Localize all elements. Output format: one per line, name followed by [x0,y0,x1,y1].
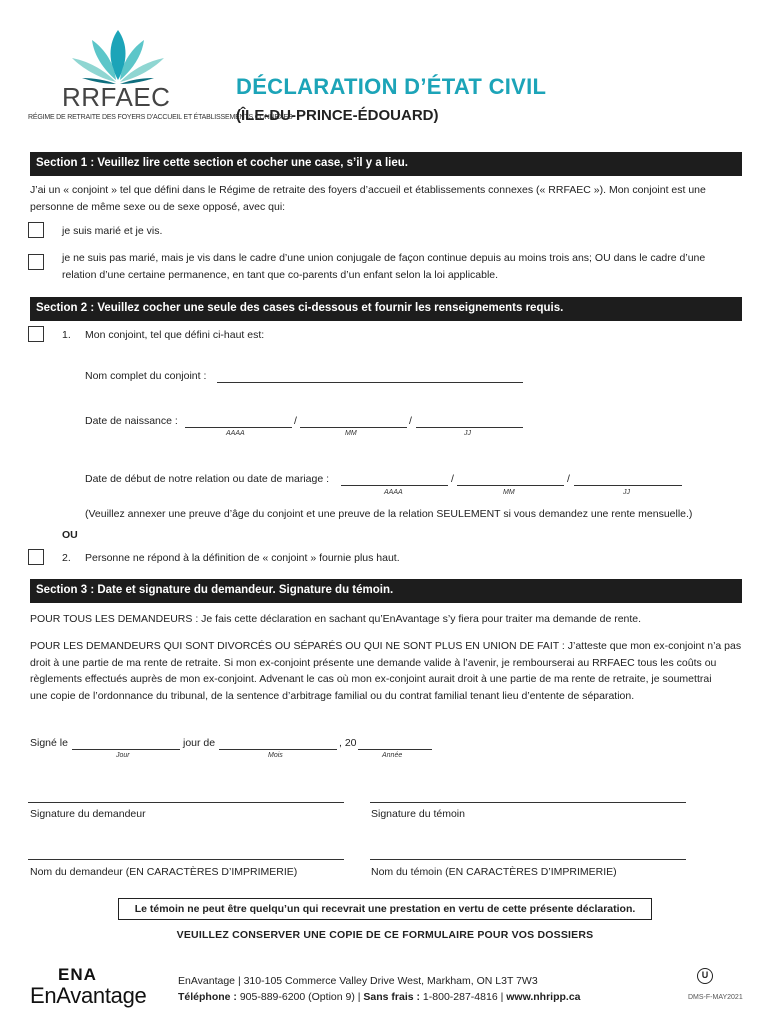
divorced-line-3: règlements effectués auprès de mon ex-conjoint. Advenant le cas où mon ex-conjoint aurait droit à une partie de ma rente de retraite, je soumettrai [30,673,712,685]
tollfree-label: Sans frais : [363,991,421,1003]
tollfree-number: 1-800-287-4816 | [420,991,507,1003]
item2-text: Personne ne répond à la définition de « conjoint » fournie plus haut. [85,552,400,564]
applicant-name-field[interactable] [28,859,344,860]
signed-day-field[interactable] [72,749,180,750]
section2-heading: Section 2 : Veuillez cocher une seule des cases ci-dessous et fournir les renseignements requis. [30,297,742,321]
phone-number: 905-889-6200 (Option 9) | [236,991,364,1003]
divorced-paragraph [30,638,770,704]
option1-checkbox[interactable] [28,222,44,238]
phone-label: Téléphone : [178,991,237,1003]
rrfaec-logo [30,28,210,128]
divorced-line-1: POUR LES DEMANDEURS QUI SONT DIVORCÉS OU SÉPARÉS OU QUI NE SONT PLUS EN UNION DE FAIT : J’atteste que mon ex-conjoint n’a pas [30,640,742,652]
section1-intro [30,182,742,215]
day-of-label: jour de [183,737,216,749]
year-hint: Année [382,752,403,759]
birth-day-field[interactable] [416,427,523,428]
page-title: DÉCLARATION D’ÉTAT CIVIL [236,74,547,99]
birth-date-label: Date de naissance : [85,415,178,427]
item2-number: 2. [62,552,71,564]
option2-checkbox[interactable] [28,254,44,270]
footer-address: EnAvantage | 310-105 Commerce Valley Drive West, Markham, ON L3T 7W3 [178,975,538,987]
logo-subtitle: RÉGIME DE RETRAITE DES FOYERS D’ACCUEIL ET ÉTABLISSEMENTS CONNEXES [28,114,293,121]
section1-heading: Section 1 : Veuillez lire cette section et cocher une case, s’il y a lieu. [30,152,742,176]
start-slash-1: / [451,473,454,485]
start-year-field[interactable] [341,485,448,486]
item1-number: 1. [62,329,71,341]
website-link[interactable]: www.nhripp.ca [506,991,581,1003]
birth-year-hint: AAAA [226,430,245,437]
start-month-hint: MM [503,489,515,496]
start-day-hint: JJ [623,489,630,496]
birth-month-hint: MM [345,430,357,437]
no-spouse-checkbox[interactable] [28,549,44,565]
applicant-name-label: Nom du demandeur (EN CARACTÈRES D’IMPRIMERIE) [30,866,298,878]
enavantage-mark: ENA [58,965,97,984]
option2-label [62,250,742,283]
union-bug-icon: U [697,968,713,984]
start-month-field[interactable] [457,485,564,486]
witness-note: Le témoin ne peut être quelqu’un qui recevrait une prestation en vertu de cette présente déclaration. [118,898,652,920]
logo-text: RRFAEC [62,82,171,112]
year-prefix: , 20 [339,737,357,749]
witness-name-field[interactable] [370,859,686,860]
keep-copy-note: VEUILLEZ CONSERVER UNE COPIE DE CE FORMULAIRE POUR VOS DOSSIERS [176,929,594,941]
applicant-signature-field[interactable] [28,802,344,803]
lotus-icon [30,28,210,88]
footer-contact [178,991,581,1003]
signed-year-field[interactable] [358,749,432,750]
option1-label: je suis marié et je vis. [62,225,163,237]
birth-slash-2: / [409,415,412,427]
birth-year-field[interactable] [185,427,292,428]
witness-signature-field[interactable] [370,802,686,803]
applicant-signature-label: Signature du demandeur [30,808,146,820]
or-label: OU [62,529,78,541]
birth-month-field[interactable] [300,427,407,428]
start-year-hint: AAAA [384,489,403,496]
full-name-label: Nom complet du conjoint : [85,370,207,382]
section1-intro-line1: J’ai un « conjoint » tel que défini dans le Régime de retraite des foyers d’accueil et établissements connexes (« RRFAEC »). Mon conjoint est une [30,184,706,196]
section1-intro-line2: personne de même sexe ou de sexe opposé, avec qui: [30,200,286,213]
witness-name-label: Nom du témoin (EN CARACTÈRES D’IMPRIMERIE) [371,866,617,878]
start-slash-2: / [567,473,570,485]
full-name-field[interactable] [217,382,523,383]
signed-month-field[interactable] [219,749,337,750]
all-applicants-paragraph: POUR TOUS LES DEMANDEURS : Je fais cette déclaration en sachant qu’EnAvantage s’y fiera pour traiter ma demande de rente. [30,613,642,625]
form-code: DMS-F-MAY2021 [688,994,743,1001]
page-subtitle: (ÎLE-DU-PRINCE-ÉDOUARD) [236,107,439,124]
month-hint: Mois [268,752,283,759]
start-date-label: Date de début de notre relation ou date de mariage : [85,473,330,485]
birth-day-hint: JJ [464,430,471,437]
day-hint: Jour [116,752,130,759]
spouse-checkbox[interactable] [28,326,44,342]
divorced-line-4: une copie de l’ordonnance du tribunal, de la sentence d’arbitrage familial ou du contrat familial tenant lieu d’entente de séparation. [30,689,635,702]
item1-text: Mon conjoint, tel que défini ci-haut est: [85,329,265,341]
attach-note: (Veuillez annexer une preuve d’âge du conjoint et une preuve de la relation SEULEMENT si vous demandez une rente mensuelle.) [85,508,693,520]
divorced-line-2: droit à une partie de ma rente de retraite. Si mon ex-conjoint présente une demande valide à l’avenir, je rembourserai au RRFAEC tous les coûts ou [30,656,717,669]
option2-line1: je ne suis pas marié, mais je vis dans le cadre d’une union conjugale de façon continue depuis au moins trois ans; OU dans le cadre d’une [62,252,706,264]
option2-line2: relation d’une certaine permanence, en tant que co-parents d’un enfant selon la loi applicable. [62,268,499,281]
enavantage-logo: EnAvantage [30,983,147,1008]
section3-heading: Section 3 : Date et signature du demandeur. Signature du témoin. [30,579,742,603]
witness-signature-label: Signature du témoin [371,808,465,820]
signed-label: Signé le [30,737,68,749]
start-day-field[interactable] [574,485,682,486]
birth-slash-1: / [294,415,297,427]
